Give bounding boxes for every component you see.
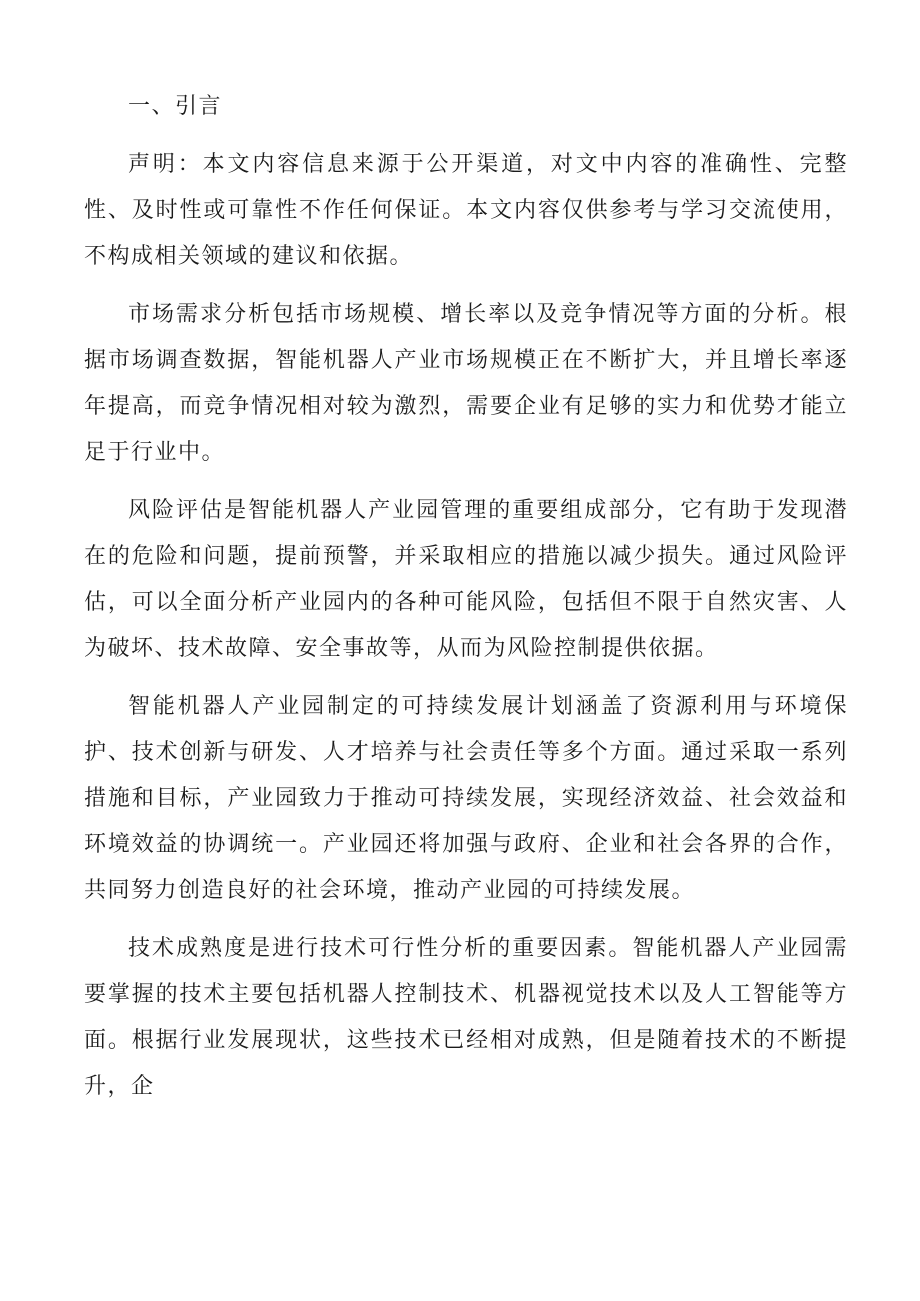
paragraph-risk-assessment: 风险评估是智能机器人产业园管理的重要组成部分，它有助于发现潜在的危险和问题，提前预警，并采取相应的措施以减少损失。通过风险评估，可以全面分析产业园内的各种可能风险，包括但不限于自然灾害、人为破坏、技术故障、安全事故等，从而为风险控制提供依据。: [84, 498, 848, 661]
document-body: [84, 84, 848, 1122]
paragraph-market-demand: 市场需求分析包括市场规模、增长率以及竞争情况等方面的分析。根据市场调查数据，智能机器人产业市场规模正在不断扩大，并且增长率逐年提高，而竞争情况相对较为激烈，需要企业有足够的实力和优势才能立足于行业中。: [84, 302, 848, 465]
paragraph-sustainability: 智能机器人产业园制定的可持续发展计划涵盖了资源利用与环境保护、技术创新与研发、人才培养与社会责任等多个方面。通过采取一系列措施和目标，产业园致力于推动可持续发展，实现经济效益、社会效益和环境效益的协调统一。产业园还将加强与政府、企业和社会各界的合作，共同努力创造良好的社会环境，推动产业园的可持续发展。: [84, 694, 848, 903]
paragraph-disclaimer: 声明：本文内容信息来源于公开渠道，对文中内容的准确性、完整性、及时性或可靠性不作任何保证。本文内容仅供参考与学习交流使用，不构成相关领域的建议和依据。: [84, 152, 848, 269]
paragraph-tech-maturity: 技术成熟度是进行技术可行性分析的重要因素。智能机器人产业园需要掌握的技术主要包括机器人控制技术、机器视觉技术以及人工智能等方面。根据行业发展现状，这些技术已经相对成熟，但是随着技术的不断提升，企: [84, 936, 848, 1099]
section-heading: 一、引言: [128, 94, 223, 119]
